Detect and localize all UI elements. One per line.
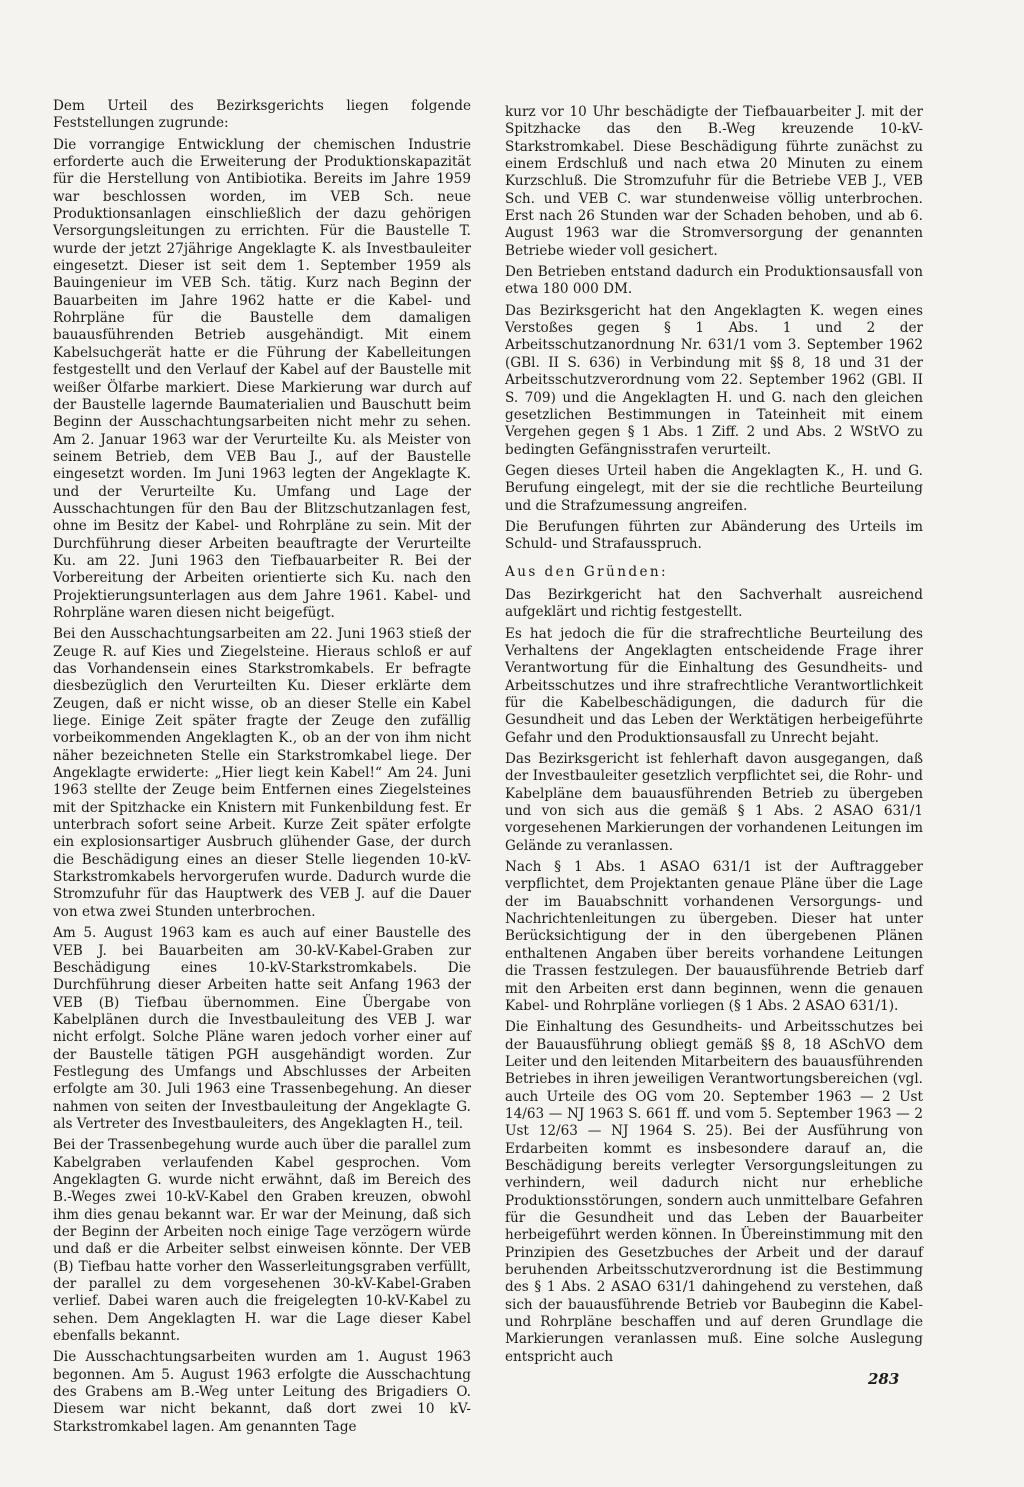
paragraph: Die vorrangige Entwicklung der chemischen Industrie erforderte auch die Erweiterung der Produktionskapazität für die Herstellung von Antibiotika. Bereits im Jahre 1959 war beschlossen worden, im VEB Sch. neue Produktionsanlagen einschließlich der dazu gehörigen Versorgungsleitungen zu errichten. Für die Baustelle T. wurde der jetzt 27jährige Angeklagte K. als Investbauleiter eingesetzt. Dieser ist seit dem 1. September 1959 als Bauingenieur im VEB Sch. tätig. Kurz nach Beginn der Bauarbeiten im Jahre 1962 hatte er die Kabel- und Rohrpläne für die Baustelle dem damaligen bauausführenden Betrieb ausgehändigt. Mit einem Kabelsuchgerät hatte er die Führung der Kabelleitungen festgestellt und den Verlauf der Kabel auf der Baustelle mit weißer Ölfarbe markiert. Diese Markierung war durch auf der Baustelle lagernde Baumaterialien und Bauschutt beim Beginn der Ausschachtungsarbeiten nicht mehr zu sehen. Am 2. Januar 1963 war der Verurteilte Ku. als Meister von seinem Betrieb, dem VEB Bau J., auf der Baustelle eingesetzt worden. Im Juni 1963 legten der Angeklagte K. und der Verurteilte Ku. Umfang und Lage der Ausschachtungen für den Bau der Blitzschutzanlagen fest, ohne im Besitz der Kabel- und Rohrpläne zu sein. Mit der Durchführung dieser Arbeiten beauftragte der Verurteilte Ku. am 22. Juni 1963 den Tiefbauarbeiter R. Bei der Vorbereitung der Arbeiten orientierte sich Ku. nach den Projektierungsunterlagen aus dem Jahre 1961. Kabel- und Rohrpläne waren diesen nicht beigefügt. — [53, 136, 471, 621]
paragraph: Nach § 1 Abs. 1 ASAO 631/1 ist der Auftraggeber verpflichtet, dem Projektanten genaue Pläne über die Lage der im Bauabschnitt vorhandenen Versorgungs- und Nachrichtenleitungen zu übergeben. Dieser hat unter Berücksichtigung der in den übergebenen Plänen enthaltenen Angaben über bereits vorhandene Leitungen die Trassen festzulegen. Der bauausführende Betrieb darf mit den Arbeiten erst dann beginnen, wenn die genauen Kabel- und Rohrpläne vorliegen (§ 1 Abs. 2 ASAO 631/1). — [505, 859, 923, 1014]
paragraph: Es hat jedoch die für die strafrechtliche Beurteilung des Verhaltens der Angeklagten entscheidende Frage ihrer Verantwortung für die Einhaltung des Gesundheits- und Arbeitsschutzes und ihre strafrechtliche Verantwortlichkeit für die Kabelbeschädigungen, die dadurch für die Gesundheit und das Leben der Werktätigen herbeigeführte Gefahr und den Produktionsausfall zu Unrecht bejaht. — [505, 625, 923, 746]
paragraph: Die Berufungen führten zur Abänderung des Urteils im Schuld- und Strafausspruch. — [505, 518, 923, 553]
paragraph: Das Bezirksgericht ist fehlerhaft davon ausgegangen, daß der Investbauleiter gesetzlich verpflichtet sei, die Rohr- und Kabelpläne dem bauausführenden Betrieb zu übergeben und von sich aus die gemäß § 1 Abs. 2 ASAO 631/1 vorgesehenen Markierungen der vorhandenen Leitungen im Gelände zu veranlassen. — [505, 751, 923, 854]
left-text-column — [53, 98, 471, 1440]
page-number: 283 — [868, 1370, 900, 1388]
paragraph: Bei den Ausschachtungsarbeiten am 22. Juni 1963 stieß der Zeuge R. auf Kies und Ziegelsteine. Hieraus schloß er auf das Vorhandensein eines Starkstromkabels. Er befragte diesbezüglich den Verurteilten Ku. Dieser erklärte dem Zeugen, daß er nicht wisse, ob an dieser Stelle ein Kabel liege. Einige Zeit später fragte der Zeuge den zufällig vorbeikommenden Angeklagten K., ob an der von ihm nicht näher bezeichneten Stelle ein Starkstromkabel liege. Der Angeklagte erwiderte: „Hier liegt kein Kabel!“ Am 24. Juni 1963 stellte der Zeuge beim Entfernen eines Ziegelsteines mit der Spitzhacke ein Knistern mit Funkenbildung fest. Er unterbrach sofort seine Arbeit. Kurze Zeit später erfolgte ein explosionsartiger Ausbruch glühender Gase, der durch die Beschädigung eines an dieser Stelle liegenden 10-kV-Starkstromkabels hervorgerufen wurde. Dadurch wurde die Stromzufuhr für das Hauptwerk des VEB J. auf die Dauer von etwa zwei Stunden unterbrochen. — [53, 626, 471, 920]
paragraph: Dem Urteil des Bezirksgerichts liegen folgende Feststellungen zugrunde: — [53, 98, 471, 132]
paragraph: Den Betrieben entstand dadurch ein Produktionsausfall von etwa 180 000 DM. — [505, 264, 923, 298]
section-heading: Aus den Gründen: — [505, 563, 669, 580]
right-text-column — [505, 104, 923, 1370]
paragraph: Die Ausschachtungsarbeiten wurden am 1. August 1963 begonnen. Am 5. August 1963 erfolgte die Ausschachtung des Grabens am B.-Weg unter Leitung des Brigadiers O. Diesem war nicht bekannt, daß dort zwei 10 kV-Starkstromkabel lagen. Am genannten Tage — [53, 1349, 471, 1435]
paragraph: kurz vor 10 Uhr beschädigte der Tiefbauarbeiter J. mit der Spitzhacke das den B.-Weg kreuzende 10-kV-Starkstromkabel. Diese Beschädigung führte zunächst zu einem Erdschluß und nach etwa 20 Minuten zu einem Kurzschluß. Die Stromzufuhr für die Betriebe VEB J., VEB Sch. und VEB C. war stundenweise völlig unterbrochen. Erst nach 26 Stunden war der Schaden behoben, und ab 6. August 1963 war die Stromversorgung der genannten Betriebe wieder voll gesichert. — [505, 104, 923, 259]
paragraph: Die Einhaltung des Gesundheits- und Arbeitsschutzes bei der Bauausführung obliegt gemäß §§ 8, 18 ASchVO dem Leiter und den leitenden Mitarbeitern des bauausführenden Betriebes in ihren jeweiligen Verantwortungsbereichen (vgl. auch Urteile des OG vom 20. September 1963 — 2 Ust 14/63 — NJ 1963 S. 661 ff. und vom 5. September 1963 — 2 Ust 12/63 — NJ 1964 S. 25). Bei der Ausführung von Erdarbeiten kommt es insbesondere darauf an, die Beschädigung bereits verlegter Versorgungsleitungen zu verhindern, weil dadurch nicht nur erhebliche Produktionsstörungen, sondern auch unmittelbare Gefahren für die Gesundheit und das Leben der Bauarbeiter herbeigeführt werden können. In Übereinstimmung mit den Prinzipien des Gesetzbuches der Arbeit und der darauf beruhenden Arbeitsschutzverordnung ist die Bestimmung des § 1 Abs. 2 ASAO 631/1 dahingehend zu verstehen, daß sich der bauausführende Betrieb vor Baubeginn die Kabel- und Rohrpläne beschaffen und auf deren Grundlage die Markierungen veranlassen muß. Eine solche Auslegung entspricht auch — [505, 1019, 923, 1365]
paragraph: Das Bezirkgericht hat den Sachverhalt ausreichend aufgeklärt und richtig festgestellt. — [505, 586, 923, 621]
paragraph: Das Bezirksgericht hat den Angeklagten K. wegen eines Verstoßes gegen § 1 Abs. 1 und 2 der Arbeitsschutzanordnung Nr. 631/1 vom 3. September 1962 (GBl. II S. 636) in Verbindung mit §§ 8, 18 und 31 der Arbeitsschutzverordnung vom 22. September 1962 (GBl. II S. 709) und die Angeklagten H. und G. nach den gleichen gesetzlichen Bestimmungen in Tateinheit mit einem Vergehen gegen § 1 Abs. 1 Ziff. 2 und Abs. 2 WStVO zu bedingten Gefängnisstrafen verurteilt. — [505, 302, 923, 458]
paragraph: Bei der Trassenbegehung wurde auch über die parallel zum Kabelgraben verlaufenden Kabel gesprochen. Vom Angeklagten G. wurde nicht erwähnt, daß im Bereich des B.-Weges zwei 10-kV-Kabel den Graben kreuzen, obwohl ihm dies genau bekannt war. Er war der Meinung, daß sich der Beginn der Arbeiten noch einige Tage verzögern würde und daß er die Arbeiter selbst einweisen könnte. Der VEB (B) Tiefbau hatte vorher den Wasserleitungsgraben verfüllt, der parallel zu dem vorgesehenen 30-kV-Kabel-Graben verlief. Dabei waren auch die freigelegten 10-kV-Kabel zu sehen. Dem Angeklagten H. war die Lage dieser Kabel ebenfalls bekannt. — [53, 1137, 471, 1345]
paragraph: Am 5. August 1963 kam es auch auf einer Baustelle des VEB J. bei Bauarbeiten am 30-kV-Kabel-Graben zur Beschädigung eines 10-kV-Starkstromkabels. Die Durchführung dieser Arbeiten hatte seit Anfang 1963 der VEB (B) Tiefbau übernommen. Eine Übergabe von Kabelplänen durch die Investbauleitung des VEB J. war nicht erfolgt. Solche Pläne waren jedoch vorher einer auf der Baustelle tätigen PGH ausgehändigt worden. Zur Festlegung des Umfangs und Abschlusses der Arbeiten erfolgte am 30. Juli 1963 eine Trassenbegehung. An dieser nahmen von seiten der Investbauleitung der Angeklagte G. als Vertreter des Investbauleiters, des Angeklagten H., teil. — [53, 925, 471, 1132]
paragraph: Gegen dieses Urteil haben die Angeklagten K., H. und G. Berufung eingelegt, mit der sie die rechtliche Beurteilung und die Strafzumessung angreifen. — [505, 462, 923, 514]
